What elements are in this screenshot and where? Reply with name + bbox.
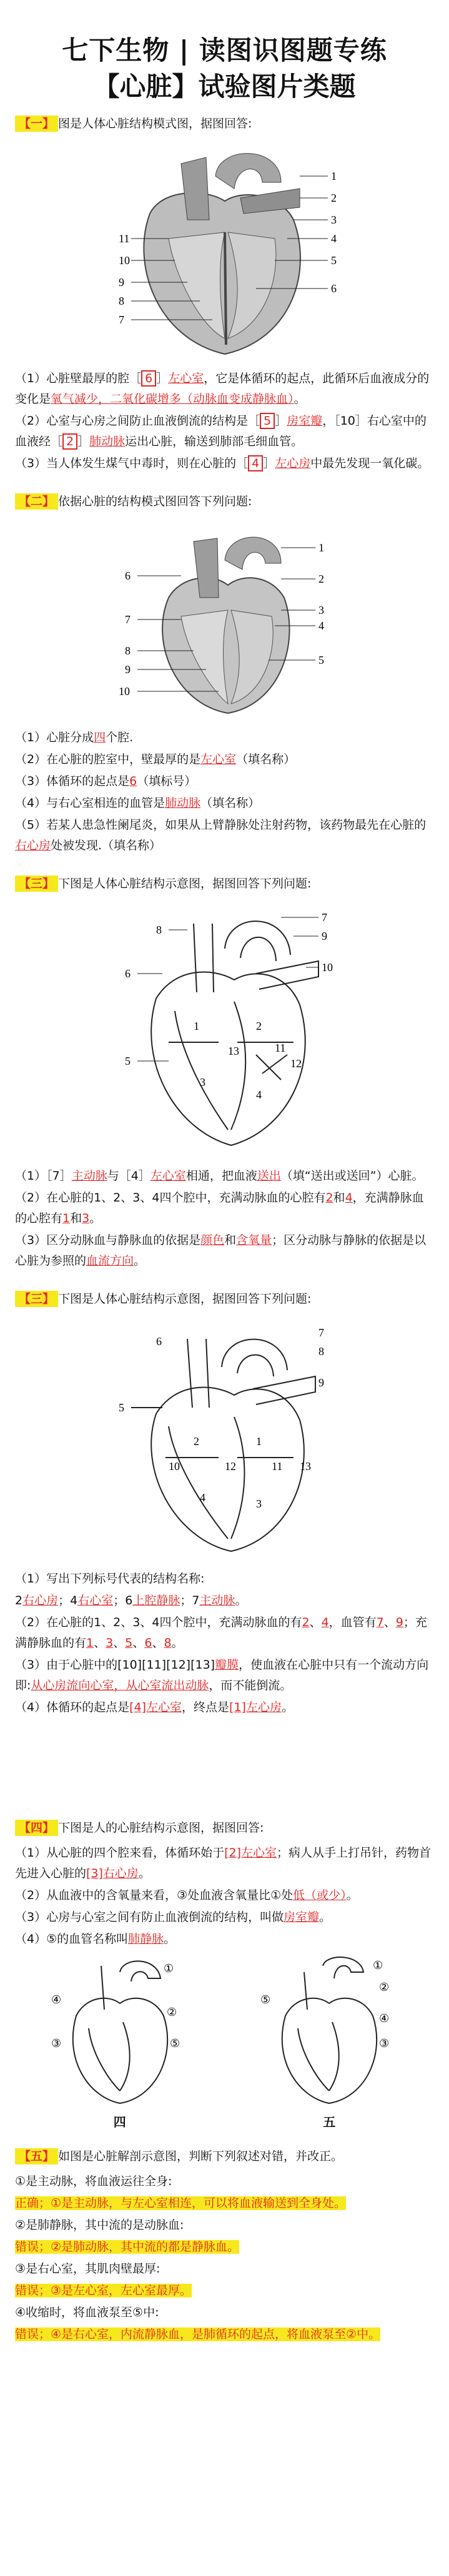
heart-diagram-1 [94, 139, 356, 363]
section-tag: 【四】 [15, 1820, 58, 1836]
label-1: 1 [330, 170, 337, 182]
answer: 1 [62, 1212, 71, 1225]
svg-text:①: ① [163, 1962, 174, 1975]
section-tag: 【三】 [15, 1291, 58, 1307]
answer: 正确；①是主动脉，与左心室相连，可以将血液输送到全身处。 [15, 2196, 347, 2210]
label-8: 8 [318, 1345, 324, 1358]
label-3: 3 [255, 1498, 262, 1510]
label-6: 6 [155, 1335, 162, 1348]
heart-diagram-3 [94, 899, 356, 1161]
label-2: 2 [318, 573, 324, 585]
section-intro: 下图是人体心脏结构示意图，据图回答下列问题: [58, 877, 312, 891]
svg-text:②: ② [166, 2006, 177, 2018]
answer: 左心房 [275, 456, 311, 470]
answer: 错误；④是右心室，内流静脉血，是肺循环的起点，将血液泵至②中。 [15, 2327, 381, 2341]
svg-text:③: ③ [51, 2037, 61, 2050]
label-6: 6 [124, 570, 131, 582]
label-12: 12 [290, 1057, 302, 1070]
answer: 氧气减少，二氧化碳增多（动脉血变成静脉血） [51, 392, 294, 406]
answer: 右心房 [15, 839, 51, 852]
answer: 肺动脉 [89, 435, 126, 448]
label-8: 8 [155, 924, 162, 936]
heart-diagram-pair [15, 1953, 434, 2130]
label-5: 5 [118, 1401, 124, 1414]
label-1: 1 [193, 1020, 199, 1032]
section-tag: 【二】 [15, 493, 58, 510]
svg-text:③: ③ [379, 2037, 390, 2050]
answer: 主动脉 [71, 1169, 107, 1183]
section-intro: 如图是心脏解剖示意图，判断下列叙述对错，并改正。 [58, 2149, 343, 2163]
svg-text:②: ② [379, 1981, 390, 1993]
heart-diagram-2 [100, 516, 350, 723]
label-5: 5 [330, 254, 337, 267]
caption-left: 四 [113, 2115, 126, 2129]
answer: 2 [325, 1191, 333, 1205]
answer: 4 [345, 1191, 353, 1205]
section-intro: 下图是人的心脏结构示意图，据图回答: [58, 1821, 264, 1835]
page-title-line2: 【心脏】试验图片类题 [93, 71, 356, 102]
label-1: 1 [318, 541, 324, 554]
q-text: （1）心脏壁最厚的腔［ [15, 372, 142, 385]
answer: 2 [62, 433, 77, 450]
section-3: 【三】 下图是人体心脏结构示意图，据图回答下列问题: 6 8 7 9 10 5 1 2 3 4 11 12 13 （1）［7］主动脉与［4］左心室相通，把血液送出（填“送出或送回”）心脏。 （2）在心脏的1、2、3、4四个腔中，充满动脉血的心腔有2和4，充满静脉血的心腔有1和3。 （3）区分动脉血与静脉血的依据是颜色和含氧量；区分动脉与静脉的依据是以心脏为参照的血流方向。 [15, 877, 427, 1268]
answer: 四 [94, 731, 106, 744]
section-intro: 依据心脏的结构模式图回答下列问题: [58, 495, 252, 508]
section-1: 【一】 图是人体心脏结构模式图，据图回答: 1 2 3 4 5 6 11 10 9 8 7 （1）心脏壁最厚的腔［ 6 ］左心室，它是体循环的起点，此循环后血液成分的变化是氧气减少，二氧化碳增多（动脉血变成静脉血）。 （2）心室与心房之间防止血液倒流的结构是［ 5 ］房室瓣，［10］右心室中的血液经［ 2 ］肺动脉运出心脏，输送到肺部毛细血管。 （3）当人体发生煤气中毒时，则在心脏的［ 4 ］左心房中最先发现一氧化碳。 [15, 117, 430, 470]
label-4: 4 [330, 232, 337, 245]
label-9: 9 [118, 276, 124, 289]
label-10: 8 [118, 295, 124, 307]
section-4: 【三】 下图是人体心脏结构示意图，据图回答下列问题: 5 6 7 8 9 2 1 4 3 10 11 12 13 （1）写出下列标号代表的结构名称: 2右心房；4右心室；6上腔静脉；7主动脉。 （2）在心脏的1、2、3、4四个腔中，充满动脉血的有2、4，血管有7、9；充满静脉血的有1、3、5、6、8。 （3）由于心脏中的[10][11][12][13]瓣膜，使血液在心脏中只有一个流动方向即:从心房流向心室，从心室流出动脉，而不能倒流。 （4）体循环的起点是[4]左心室，终点是[1]左心房。 [15, 1292, 429, 1714]
section-tag: 【一】 [15, 116, 58, 132]
label-11: 11 [271, 1460, 282, 1473]
answer: 左心室 [200, 753, 237, 766]
label-4: 4 [255, 1088, 262, 1101]
label-4: 4 [199, 1491, 205, 1504]
label-11: 11 [274, 1042, 285, 1054]
section-tag: 【五】 [15, 2148, 58, 2164]
svg-text:⑤: ⑤ [169, 2037, 180, 2050]
label-8: 10 [118, 254, 130, 267]
label-7: 11 [118, 232, 129, 245]
label-3: 3 [318, 604, 324, 616]
label-3: 3 [330, 214, 337, 226]
heart-diagram-4 [94, 1314, 356, 1564]
answer: 6 [141, 370, 156, 387]
label-13: 13 [227, 1045, 239, 1057]
label-9: 9 [318, 1376, 324, 1389]
answer: 上腔静脉 [132, 1594, 180, 1607]
label-2: 2 [255, 1020, 262, 1032]
section-tag: 【三】 [15, 876, 58, 892]
svg-text:⑤: ⑤ [260, 1993, 271, 2006]
label-6: 6 [124, 967, 131, 980]
answer: 右心房 [22, 1594, 59, 1607]
label-2: 2 [193, 1435, 199, 1448]
label-1: 1 [255, 1435, 262, 1448]
label-10: 10 [168, 1460, 180, 1473]
answer: 肺动脉 [165, 796, 201, 810]
answer: 右心室 [77, 1594, 114, 1607]
label-7: 7 [318, 1326, 324, 1339]
answer: 血流方向 [86, 1254, 134, 1268]
label-5: 5 [124, 1055, 131, 1067]
answer: 4 [248, 455, 263, 471]
answer: 左心室 [150, 1169, 186, 1183]
section-2: 【二】 依据心脏的结构模式图回答下列问题: 1 2 3 4 5 6 7 8 9 10 （1）心脏分成四个腔. （2）在心脏的腔室中，壁最厚的是左心室（填名称） （3）体循环的起点是6（填标号） （4）与右心室相连的血管是肺动脉（填名称） （5）若某人患急性阑尾炎，如果从上臂静脉处注射药物，该药物最先在心脏的右心房处被发现.（填名称） [15, 495, 427, 852]
section-5: 【四】 下图是人的心脏结构示意图，据图回答: （1）从心脏的四个腔来看，体循环始于[2]左心室；病人从手上打吊针，药物首先进入心脏的[3]右心房。 （2）从血液中的含氧量来看，③处血液含氧量比①处低（或少）。 （3）心房与心室之间有防止血液倒流的结构，叫做房室瓣。 （4）⑤的血管名称叫肺静脉。 ① ② ③ ④ ⑤ 四 ① ② ③ ④ ⑤ 五 [15, 1818, 434, 2130]
answer: 房室瓣 [287, 414, 323, 428]
section-6: 【五】 如图是心脏解剖示意图，判断下列叙述对错，并改正。 ①是主动脉，将血液运往全身: 正确；①是主动脉，与左心室相连，可以将血液输送到全身处。 ②是肺静脉，其中流的是动脉血: 错误；②是肺动脉，其中流的都是静脉血。 ③是右心室，其肌肉壁最厚: 错误；③是左心室，左心室最厚。 ④收缩时，将血液泵至⑤中: 错误；④是右心室，内流静脉血，是肺循环的起点，将血液泵至②中。 [15, 2149, 381, 2341]
label-13: 13 [299, 1460, 311, 1473]
label-9: 9 [124, 663, 131, 676]
answer: 含氧量 [236, 1233, 272, 1247]
label-3: 3 [199, 1076, 205, 1088]
answer: 左心室 [168, 372, 204, 385]
label-5: 5 [318, 654, 324, 666]
answer: 5 [260, 413, 275, 429]
label-7: 7 [321, 911, 327, 924]
label-8: 8 [124, 644, 131, 657]
label-11: 7 [118, 313, 124, 326]
answer: 错误；②是肺动脉，其中流的都是静脉血。 [15, 2240, 240, 2254]
section-intro: 图是人体心脏结构模式图，据图回答: [58, 117, 252, 131]
svg-text:④: ④ [51, 1993, 61, 2006]
section-intro: 下图是人体心脏结构示意图，据图回答下列问题: [58, 1292, 312, 1306]
caption-right: 五 [323, 2115, 336, 2129]
svg-text:④: ④ [379, 2012, 390, 2025]
label-10: 10 [321, 961, 333, 974]
label-7: 7 [124, 613, 131, 626]
answer: 送出 [257, 1169, 281, 1183]
svg-text:①: ① [373, 1959, 383, 1971]
label-9: 9 [321, 930, 327, 942]
answer: 错误；③是左心室，左心室最厚。 [15, 2284, 192, 2297]
answer: 颜色 [200, 1233, 225, 1247]
page-title-line1: 七下生物 | 读图识图题专练 [62, 35, 387, 66]
label-10: 10 [118, 685, 130, 698]
label-6: 6 [330, 282, 337, 295]
label-12: 12 [224, 1460, 236, 1473]
answer: 6 [129, 774, 137, 788]
label-2: 2 [330, 192, 337, 204]
answer: 3 [82, 1212, 90, 1225]
label-4: 4 [318, 619, 324, 632]
answer: 主动脉 [199, 1594, 235, 1607]
